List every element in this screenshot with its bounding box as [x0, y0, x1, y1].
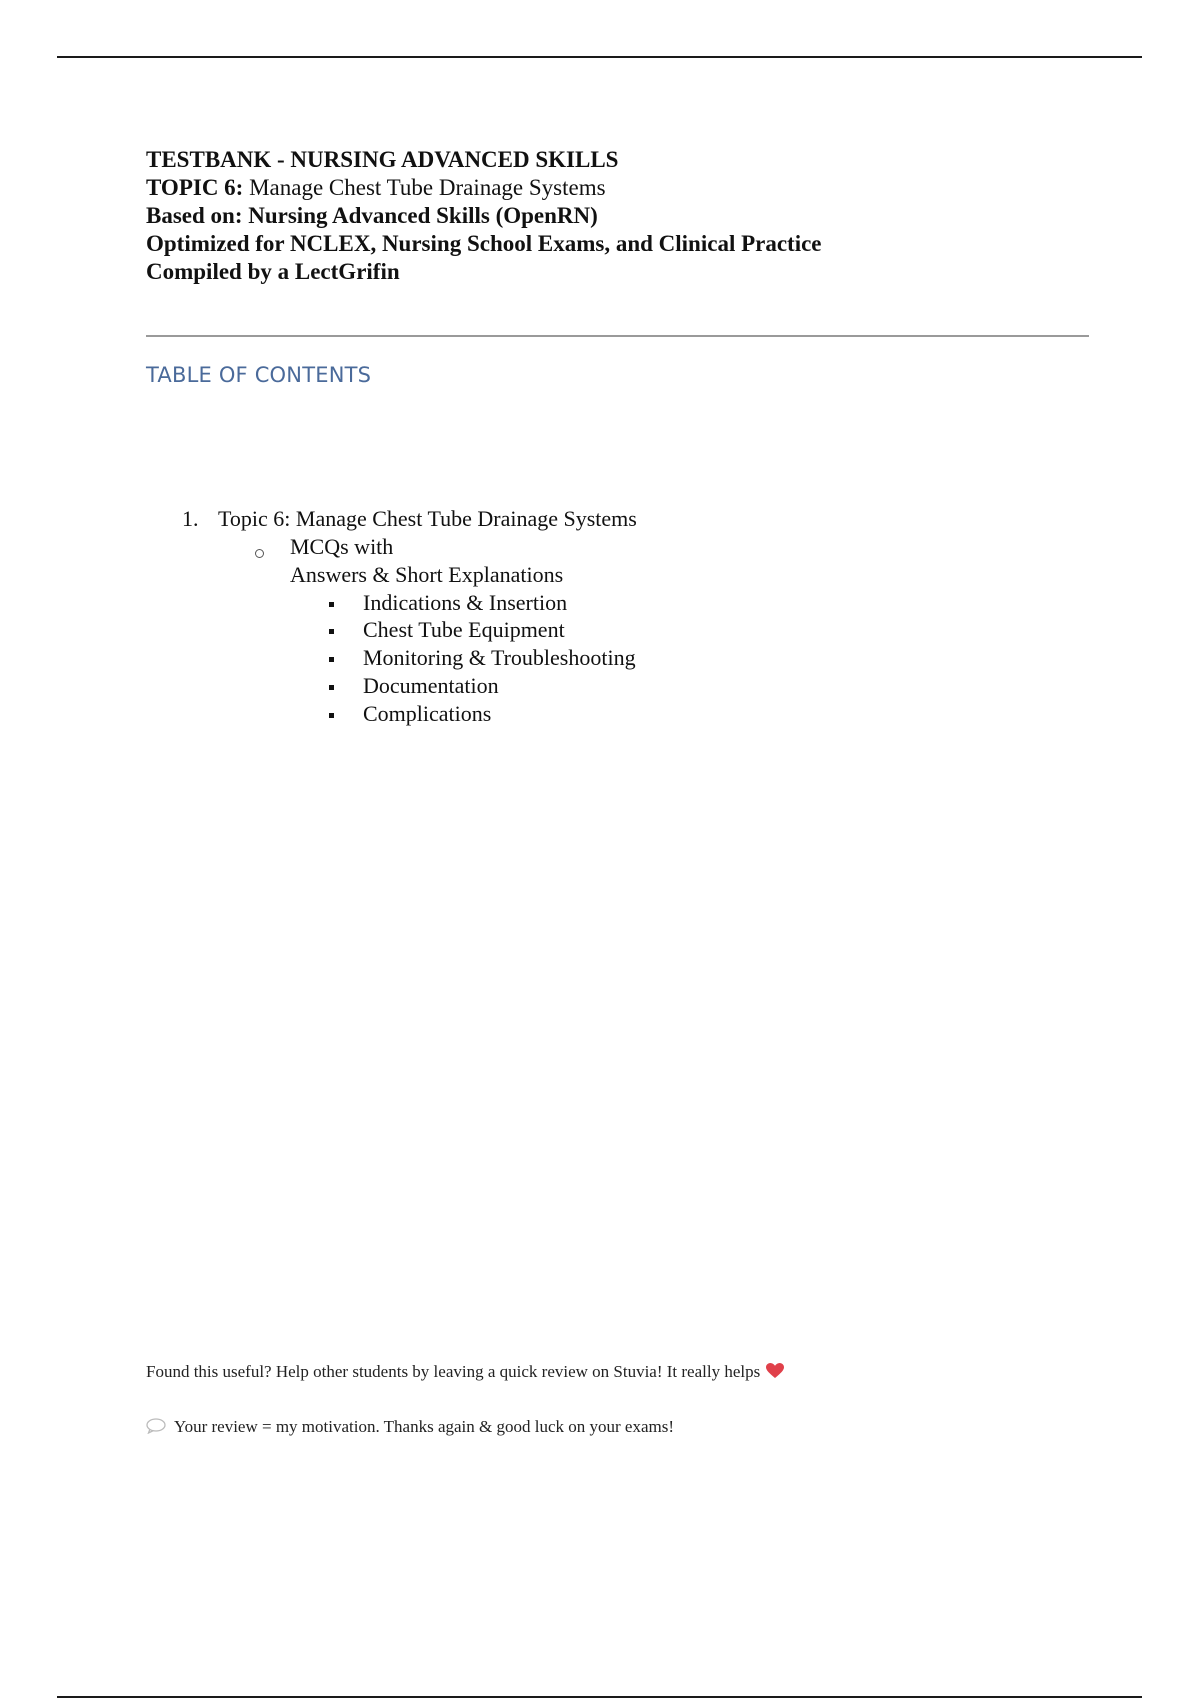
topic-line [146, 174, 822, 202]
page-top-rule [57, 56, 1142, 58]
toc-subitem-line-1[interactable]: MCQs with [290, 534, 394, 559]
optimized-line: Optimized for NCLEX, Nursing School Exams, and Clinical Practice [146, 231, 822, 256]
review-request-text: Found this useful? Help other students by leaving a quick review on Stuvia! It really helps [146, 1362, 761, 1381]
toc-subitem-line-2[interactable]: Answers & Short Explanations [290, 562, 564, 587]
speech-bubble-icon [146, 1418, 166, 1434]
toc-bullet-item[interactable]: Indications & Insertion [363, 590, 568, 615]
review-request-note [146, 1362, 784, 1382]
topic-label: TOPIC 6: [146, 175, 244, 200]
square-bullet-icon [329, 629, 334, 634]
square-bullet-icon [329, 657, 334, 662]
page-bottom-rule [57, 1696, 1142, 1698]
toc-title: TABLE OF CONTENTS [146, 363, 372, 387]
heart-icon [766, 1363, 784, 1379]
circle-bullet-icon [255, 549, 264, 558]
toc-bullet-item[interactable]: Complications [363, 701, 492, 726]
toc-bullet-item[interactable]: Monitoring & Troubleshooting [363, 645, 636, 670]
toc-bullet-item[interactable]: Chest Tube Equipment [363, 617, 565, 642]
toc-bullet-item[interactable]: Documentation [363, 673, 499, 698]
thanks-text: Your review = my motivation. Thanks again & good luck on your exams! [174, 1417, 675, 1436]
topic-value: Manage Chest Tube Drainage Systems [249, 175, 606, 200]
toc-item-number: 1. [182, 506, 199, 531]
section-divider [146, 335, 1089, 337]
based-on-line: Based on: Nursing Advanced Skills (OpenRN) [146, 203, 598, 228]
toc-item-topic-6[interactable]: Topic 6: Manage Chest Tube Drainage Systems [218, 506, 637, 531]
document-title: TESTBANK - NURSING ADVANCED SKILLS [146, 147, 619, 172]
square-bullet-icon [329, 602, 334, 607]
thanks-note [146, 1417, 674, 1437]
square-bullet-icon [329, 685, 334, 690]
document-header [146, 146, 822, 286]
square-bullet-icon [329, 713, 334, 718]
compiled-line: Compiled by a LectGrifin [146, 259, 400, 284]
